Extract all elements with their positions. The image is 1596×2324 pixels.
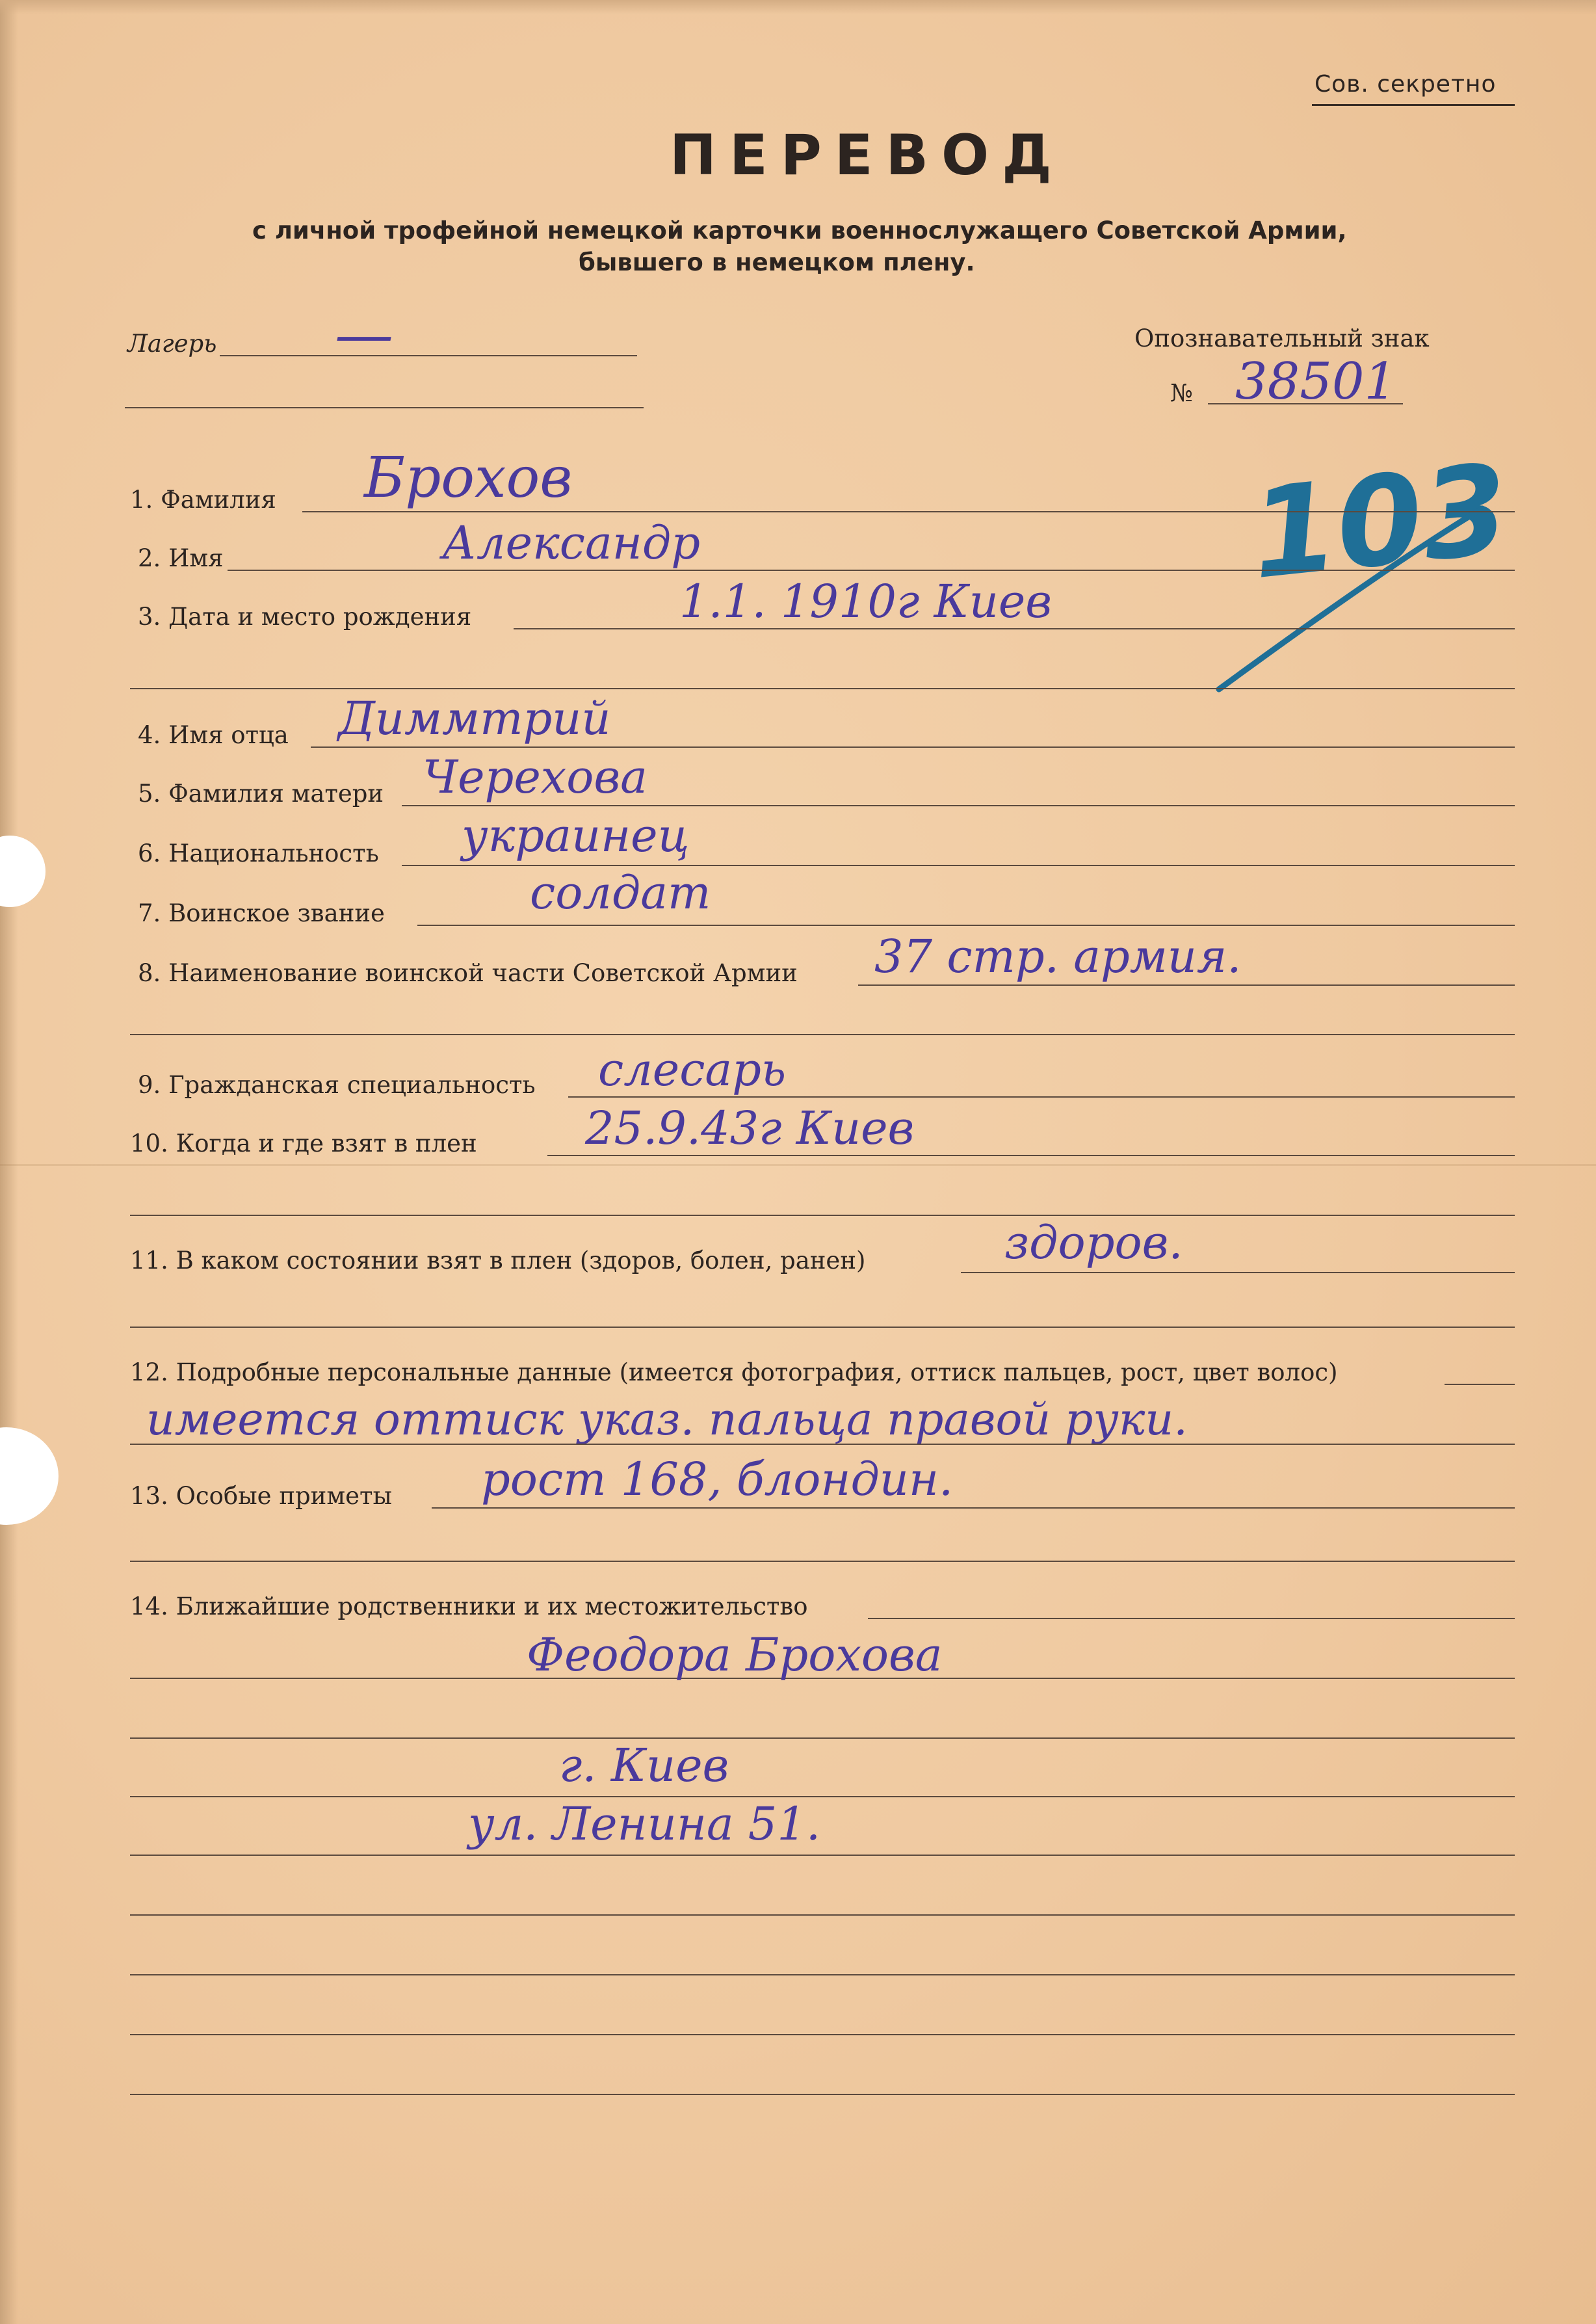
field-12-value: имеется оттиск указ. пальца правой руки. (146, 1394, 1188, 1446)
camp-line-2 (125, 407, 644, 408)
field-10-line (547, 1155, 1515, 1156)
id-tag-label: Опознавательный знак (1134, 324, 1430, 352)
field-14-line-5 (130, 1855, 1515, 1856)
field-14-value-line1: Феодора Брохова (527, 1628, 943, 1682)
field-14-line-4 (130, 1796, 1515, 1797)
field-3-label: 3. Дата и место рождения (138, 603, 472, 631)
field-11-value: здоров. (1004, 1216, 1183, 1269)
field-13-line-2 (130, 1561, 1515, 1562)
secrecy-underline (1312, 104, 1515, 106)
document-subtitle-line2: бывшего в немецком плену. (579, 248, 975, 276)
fold-crease (0, 1164, 1596, 1166)
field-6-value: украинец (462, 809, 690, 862)
field-5-line (402, 805, 1515, 806)
field-1-value: Брохов (364, 445, 573, 510)
field-7-value: солдат (530, 866, 711, 919)
field-14-line-3 (130, 1737, 1515, 1739)
field-11-line-2 (130, 1327, 1515, 1328)
field-10-value: 25.9.43г Киев (585, 1102, 915, 1155)
field-2-value: Александр (442, 516, 701, 570)
id-tag-number-label: № (1170, 379, 1194, 407)
field-9-line (568, 1096, 1515, 1098)
field-14-line-6 (130, 1914, 1515, 1916)
field-4-label: 4. Имя отца (138, 721, 289, 749)
field-8-value: 37 стр. армия. (874, 930, 1242, 983)
field-9-value: слесарь (598, 1043, 787, 1096)
field-8-label: 8. Наименование воинской части Советской Армии (138, 959, 798, 987)
field-13-line (432, 1507, 1515, 1509)
field-7-line (417, 925, 1515, 926)
field-10-line-2 (130, 1215, 1515, 1216)
field-10-label: 10. Когда и где взят в плен (130, 1129, 477, 1157)
field-3-line-2 (130, 688, 1515, 689)
field-14-line-9 (130, 2094, 1515, 2095)
field-3-line (514, 628, 1515, 629)
field-13-value: рост 168, блондин. (481, 1453, 954, 1506)
paper-edge-shadow-top (0, 0, 1596, 14)
field-14-value-line2: г. Киев (559, 1739, 729, 1792)
field-2-label: 2. Имя (138, 544, 224, 572)
field-12-label: 12. Подробные персональные данные (имеется фотография, оттиск пальцев, рост, цвет волос) (130, 1358, 1338, 1386)
field-4-value: Диммтрий (338, 692, 611, 745)
field-14-value-line3: ул. Ленина 51. (468, 1797, 821, 1851)
field-3-value: 1.1. 1910г Киев (679, 575, 1053, 628)
blue-annotation-number: 103 (1244, 436, 1516, 607)
field-6-label: 6. Национальность (138, 839, 379, 867)
field-14-line-8 (130, 2034, 1515, 2035)
secrecy-stamp: Сов. секретно (1315, 71, 1497, 98)
field-8-line-2 (130, 1034, 1515, 1035)
document-title: ПЕРЕВОД (670, 123, 1065, 188)
field-12-line-2 (130, 1444, 1515, 1445)
camp-value: — (335, 300, 393, 369)
document-subtitle-line1: с личной трофейной немецкой карточки военнослужащего Советской Армии, (252, 217, 1347, 244)
paper-edge-shadow (0, 0, 18, 2324)
field-5-value: Черехова (423, 750, 648, 804)
id-tag-value: 38501 (1235, 352, 1397, 411)
field-9-label: 9. Гражданская специальность (138, 1071, 536, 1099)
field-4-line (311, 746, 1515, 748)
camp-label: Лагерь (127, 330, 217, 358)
field-7-label: 7. Воинское звание (138, 899, 385, 927)
field-2-line (228, 570, 1515, 571)
field-13-label: 13. Особые приметы (130, 1482, 392, 1510)
field-1-label: 1. Фамилия (130, 486, 276, 514)
torn-edge (0, 1427, 59, 1525)
binder-hole (0, 836, 46, 907)
field-8-line (858, 984, 1515, 986)
field-14-line (868, 1618, 1515, 1619)
field-14-label: 14. Ближайшие родственники и их местожительство (130, 1592, 808, 1620)
camp-line (220, 355, 637, 356)
field-14-line-7 (130, 1974, 1515, 1975)
field-11-label: 11. В каком состоянии взят в плен (здоров, болен, ранен) (130, 1247, 866, 1274)
field-1-line (302, 511, 1515, 512)
field-12-line (1445, 1384, 1515, 1385)
field-5-label: 5. Фамилия матери (138, 780, 384, 808)
field-11-line (961, 1272, 1515, 1273)
